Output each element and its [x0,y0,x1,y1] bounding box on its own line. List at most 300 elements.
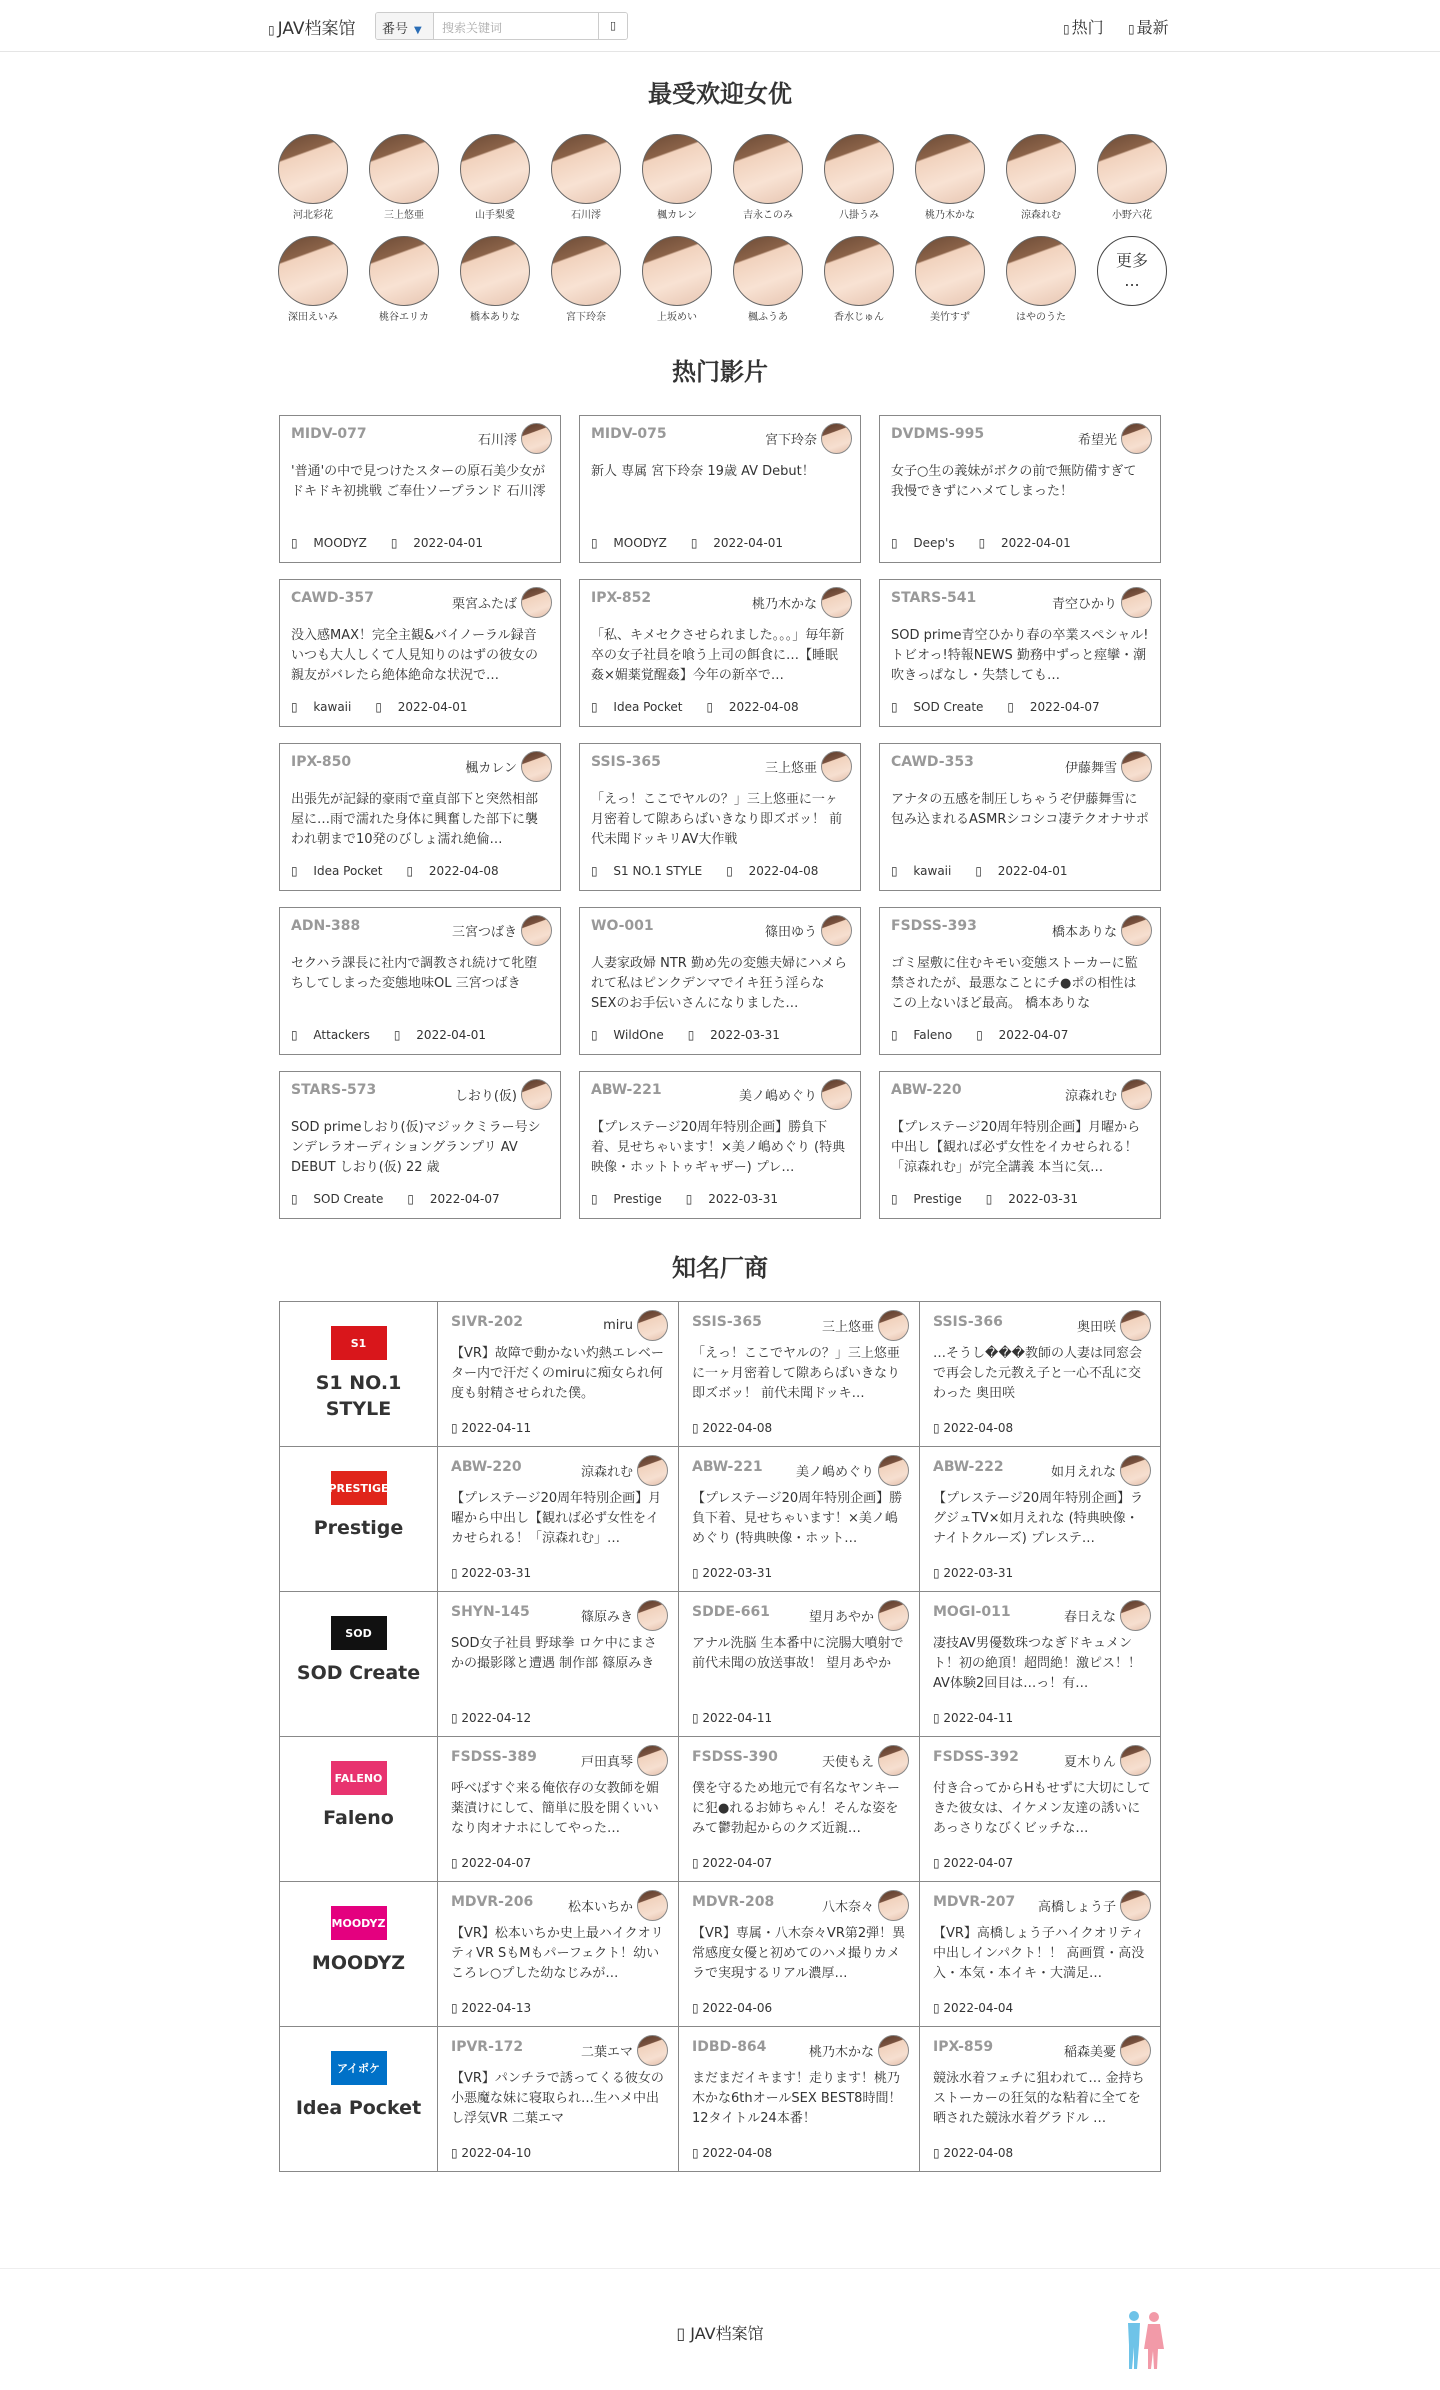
building-icon: ▯ [891,864,902,878]
actress-avatar [1120,1455,1151,1486]
more-stars-button[interactable] [1097,236,1167,306]
movie-code[interactable]: ABW-221 [591,1082,662,1098]
movie-code[interactable]: IPX-852 [591,590,652,606]
date-label [691,536,795,550]
actress-name: 三宮つばき [451,925,517,940]
movie-code[interactable]: MIDV-077 [291,426,367,442]
movie-title[interactable]: 【プレステージ20周年特別企画】月曜から中出し【観れば必ず女性をイカせられる！「涼森れむ」… [451,1491,662,1546]
maker-brand[interactable] [280,1737,438,1882]
date-label [407,1192,511,1206]
movie-meta [692,1421,784,1435]
release-date: 2022-04-07 [998,1028,1069,1042]
avatar [1097,134,1167,204]
movie-card[interactable] [279,415,561,563]
actress-info[interactable] [478,423,552,454]
release-date: 2022-04-11 [702,1711,773,1725]
movie-card[interactable] [879,743,1161,891]
actress-info[interactable] [1064,1600,1151,1631]
movie-code[interactable]: SHYN-145 [451,1604,530,1620]
actress-info[interactable] [1065,751,1152,782]
actress-info[interactable] [1052,915,1152,946]
section-title-stars: 最受欢迎女优 [648,80,792,108]
release-date: 2022-04-01 [997,864,1068,878]
avatar [1006,134,1076,204]
movie-card[interactable] [579,743,861,891]
star-item[interactable] [1003,134,1079,221]
actress-info[interactable] [1052,587,1152,618]
movie-title[interactable]: 【VR】高橋しょう子ハイクオリティ中出しインパクト！！ 高画質・高没入・本気・本イキ・大満足… [933,1926,1145,1981]
movie-code[interactable]: ABW-220 [891,1082,962,1098]
maker-movie-cell[interactable] [920,1447,1161,1592]
top-header [0,0,1440,52]
building-icon: ▯ [891,1028,902,1042]
movie-title[interactable]: 呼べばすぐ来る俺依存の女教師を媚薬漬けにして、簡単に股を開くいいなり肉オナホにしてやった… [451,1781,660,1836]
movie-meta [591,1192,802,1206]
movie-meta [291,864,523,878]
star-item[interactable] [639,236,715,323]
movie-title[interactable]: SOD primeしおり(仮)マジックミラー号シンデレラオーディショングランプリ AV DEBUT しおり(仮) 22 歳 [291,1120,541,1175]
actress-info[interactable] [452,587,552,618]
actress-info[interactable] [1064,2035,1151,2066]
movie-meta [451,2001,543,2015]
couple-silhouette-icon [1120,2309,1170,2371]
movie-card[interactable] [279,907,561,1055]
star-name: 八掛うみ [839,210,879,221]
actress-name: 桃乃木かな [751,597,817,612]
movie-code[interactable]: IPX-859 [933,2039,994,2055]
actress-info[interactable] [822,1310,909,1341]
movie-title[interactable]: SOD prime青空ひかり春の卒業スペシャル!トビオっ!特報NEWS 勤務中ずっと痙攣・潮吹きっぱなし・失禁しても… [891,628,1149,683]
star-name: 楓カレン [657,210,697,221]
studio-label [591,864,714,878]
calendar-icon: ▯ [978,536,990,550]
actress-info[interactable] [765,423,852,454]
star-name: 吉永このみ [743,210,793,221]
date-label [1007,700,1111,714]
star-item[interactable] [366,236,442,323]
movie-code[interactable]: MDVR-206 [451,1894,534,1910]
movie-code[interactable]: MDVR-207 [933,1894,1016,1910]
movie-meta [933,1566,1025,1580]
release-date: 2022-04-08 [943,1421,1014,1435]
movie-title[interactable]: 【プレステージ20周年特別企画】月曜から中出し【観れば必ず女性をイカせられる！「涼森れむ」が完全講義 本当に気… [891,1120,1141,1175]
star-name: 楓ふうあ [748,312,788,323]
building-icon: ▯ [891,700,902,714]
actress-info[interactable] [752,587,852,618]
date-label [707,700,811,714]
movie-title[interactable]: 付き合ってからHもせずに大切にしてきた彼女は、イケメン友達の誘いにあっさりなびくビッチな… [933,1781,1151,1836]
star-item[interactable] [1003,236,1079,323]
maker-movie-cell[interactable] [920,1302,1161,1447]
actress-name: 篠田ゆう [764,925,817,940]
search-bar [375,12,628,40]
calendar-icon: ▯ [390,536,402,550]
actress-info[interactable] [603,1310,668,1341]
maker-movie-cell[interactable] [679,1737,920,1882]
calendar-icon: ▯ [933,1421,944,1435]
movie-card[interactable] [279,743,561,891]
maker-brand[interactable] [280,1447,438,1592]
movie-meta [591,700,823,714]
date-label [979,536,1083,550]
actress-info[interactable] [581,2035,668,2066]
maker-logo: FALENO [331,1761,387,1795]
maker-movie-cell[interactable] [438,1302,679,1447]
movie-meta [692,2001,784,2015]
maker-row [280,1302,1160,1447]
maker-movie-cell[interactable] [679,1302,920,1447]
calendar-icon: ▯ [975,864,986,878]
actress-info[interactable] [581,1600,668,1631]
actress-info[interactable] [452,915,552,946]
actress-name: 美ノ嶋めぐり [795,1465,874,1480]
movie-title[interactable]: …そうし���教師の人妻は同窓会で再会した元教え子と一心不乱に交わった 奥田咲 [933,1346,1142,1401]
maker-name: SOD Create [296,1662,421,1684]
avatar [460,236,530,306]
maker-movie-cell[interactable] [920,1592,1161,1737]
movie-meta [291,1028,510,1042]
movie-title[interactable]: 人妻家政婦 NTR 勤め先の変態夫婦にハメられて私はピンクデンマでイキ狂う淫らなSEXのお手伝いさんになりました… [591,956,847,1011]
building-icon: ▯ [591,700,602,714]
star-name: 深田えいみ [288,312,338,323]
movie-title[interactable]: 【VR】松本いちか史上最ハイクオリティVR SもMもパーフェクト！幼いころレ○プした幼なじみが… [451,1926,664,1981]
movie-title[interactable]: 没入感MAX！完全主観&バイノーラル録音 いつも大人しくて人見知りのはずの彼女の親友がバレたら絶体絶命な状況で… [291,628,539,683]
actress-avatar [1121,423,1152,454]
actress-name: 望月あやか [808,1610,874,1625]
movie-card[interactable] [279,579,561,727]
maker-brand[interactable] [280,1592,438,1737]
actress-info[interactable] [765,915,852,946]
movie-card[interactable] [579,1071,861,1219]
actress-info[interactable] [739,1079,852,1110]
maker-movie-cell[interactable] [438,2027,679,2172]
actress-info[interactable] [765,751,852,782]
calendar-icon: ▯ [451,1421,462,1435]
star-item[interactable] [730,134,806,221]
movie-title[interactable]: 出張先が記録的豪雨で童貞部下と突然相部屋に…雨で濡れた身体に興奮した部下に襲われ朝まで10発のびしょ濡れ絶倫… [291,792,539,847]
star-item[interactable] [275,134,351,221]
movie-code[interactable]: STARS-541 [891,590,977,606]
release-date: 2022-04-01 [413,536,483,550]
studio-label [291,864,395,878]
search-icon: ▯ [609,19,617,32]
maker-logo: アイポケ [331,2051,387,2085]
movie-code[interactable]: SSIS-366 [933,1314,1003,1330]
movie-code[interactable]: MOGI-011 [933,1604,1011,1620]
movie-title[interactable]: アナタの五感を制圧しちゃうぞ伊藤舞雪に包み込まれるASMRシコシコ凄テクオナサポ [891,792,1149,827]
movie-code[interactable]: FSDSS-390 [692,1749,778,1765]
movie-card[interactable] [879,1071,1161,1219]
actress-name: 篠原みき [580,1610,633,1625]
search-button[interactable] [598,13,627,39]
actress-avatar [878,1890,909,1921]
maker-row [280,1447,1160,1592]
movie-code[interactable]: SSIS-365 [591,754,661,770]
movie-meta [933,2146,1025,2160]
actress-info[interactable] [1078,423,1152,454]
actress-name: 涼森れむ [580,1465,633,1480]
actress-info[interactable] [1038,1890,1151,1921]
star-item[interactable] [821,236,897,323]
release-date: 2022-04-08 [428,864,499,878]
studio-name: Faleno [913,1028,953,1042]
maker-logo: S1 [331,1326,387,1360]
movie-code[interactable]: ADN-388 [291,918,361,934]
star-item[interactable] [457,236,533,323]
release-date: 2022-03-31 [708,1192,778,1206]
actress-name: 三上悠亜 [764,761,817,776]
calendar-icon: ▯ [375,700,386,714]
nav-latest[interactable]: ▯ 最新 [1128,18,1169,37]
actress-info[interactable] [822,1890,909,1921]
maker-brand[interactable] [280,1302,438,1447]
actress-info[interactable] [1077,1310,1151,1341]
actress-avatar [637,2035,668,2066]
movie-title[interactable]: アナル洗脳 生本番中に浣腸大噴射で前代未聞の放送事故！ 望月あやか [692,1636,904,1671]
movie-code[interactable]: CAWD-353 [891,754,974,770]
actress-name: 涼森れむ [1064,1089,1117,1104]
actress-avatar [821,423,852,454]
actress-avatar [878,1600,909,1631]
maker-movie-cell[interactable] [679,2027,920,2172]
movie-card[interactable] [879,415,1161,563]
maker-brand[interactable] [280,1882,438,2027]
actress-avatar [878,1745,909,1776]
movie-meta [291,1192,524,1206]
movie-code[interactable]: FSDSS-392 [933,1749,1019,1765]
movie-title[interactable]: 新人 専属 宮下玲奈 19歳 AV Debut！ [591,464,815,479]
maker-movie-cell[interactable] [438,1447,679,1592]
movie-card[interactable] [279,1071,561,1219]
movie-card[interactable] [879,907,1161,1055]
star-item[interactable] [366,134,442,221]
release-date: 2022-04-08 [943,2146,1014,2160]
movie-code[interactable]: DVDMS-995 [891,426,985,442]
section-title-hot: 热门影片 [672,358,768,386]
avatar [369,134,439,204]
movie-title[interactable]: 【プレステージ20周年特別企画】勝負下着、見せちゃいます！×美ノ嶋めぐり (特典映像・ホットトゥギャザー) プレ… [591,1120,846,1175]
actress-avatar [637,1310,668,1341]
maker-movie-cell[interactable] [438,1882,679,2027]
calendar-icon: ▯ [687,1028,699,1042]
movie-meta [891,1192,1102,1206]
maker-name: S1 NO.1 STYLE [315,1372,402,1420]
actress-avatar [821,1079,852,1110]
release-date: 2022-04-12 [461,1711,532,1725]
studio-name: SOD Create [913,700,984,714]
movie-title[interactable]: 「えっ！ここでヤルの？」三上悠亜に一ヶ月密着して隙あらばいきなり即ズボッ！ 前代未聞ドッキ… [692,1346,901,1401]
release-date: 2022-04-08 [748,864,819,878]
movie-code[interactable]: ABW-221 [692,1459,763,1475]
movie-title[interactable]: 【VR】専属・八木奈々VR第2弾！異常感度女優と初めてのハメ撮りカメラで実現するリアル濃厚… [692,1926,906,1981]
maker-name: Idea Pocket [295,2097,422,2119]
makers-table [279,1301,1161,2172]
building-icon: ▯ [591,536,602,550]
movie-code[interactable]: IDBD-864 [692,2039,767,2055]
maker-movie-cell[interactable] [679,1447,920,1592]
maker-brand[interactable] [280,2027,438,2172]
building-icon: ▯ [291,536,302,550]
maker-logo: MOODYZ [331,1906,387,1940]
calendar-icon: ▯ [692,2001,703,2015]
actress-info[interactable] [465,751,552,782]
actress-name: 如月えれな [1050,1465,1116,1480]
movie-title[interactable]: SOD女子社員 野球拳 ロケ中にまさかの撮影隊と遭遇 制作部 篠原みき [451,1636,657,1671]
actress-avatar [1120,1600,1151,1631]
movie-card[interactable] [579,579,861,727]
avatar [824,236,894,306]
star-item[interactable] [548,236,624,323]
date-label [726,864,830,878]
movie-meta [933,1856,1025,1870]
avatar [551,236,621,306]
search-type-select[interactable]: 番号 ▼ [376,13,434,39]
nav-hot[interactable]: ▯ 热门 [1063,18,1104,37]
calendar-icon: ▯ [406,864,417,878]
movie-card[interactable] [579,907,861,1055]
star-item[interactable] [1094,134,1170,221]
calendar-icon: ▯ [933,2146,944,2160]
studio-name: S1 NO.1 STYLE [613,864,703,878]
movie-title[interactable]: 競泳水着フェチに狙われて… 金持ちストーカーの狂気的な粘着に全てを晒された競泳水着グラドル … [933,2071,1145,2126]
movie-title[interactable]: 【プレステージ20周年特別企画】ラグジュTV×如月えれな (特典映像・ナイトクルーズ) プレステ… [933,1491,1144,1546]
movie-title[interactable]: '普通'の中で見つけたスターの原石美少女がドキドキ初挑戦 ご奉仕ソープランド 石川澪 [291,464,546,499]
site-logo[interactable]: ▯ JAV档案馆 [268,19,356,39]
studio-label [891,1192,974,1206]
movie-title[interactable]: セクハラ課長に社内で調教され続けて牝堕ちしてしまった変態地味OL 三宮つばき [291,956,538,991]
avatar [824,134,894,204]
actress-avatar [637,1745,668,1776]
star-item[interactable] [548,134,624,221]
studio-label [291,700,363,714]
actress-info[interactable] [809,1600,909,1631]
actress-info[interactable] [581,1745,668,1776]
actress-info[interactable] [568,1890,668,1921]
star-item[interactable] [912,236,988,323]
actress-info[interactable] [1064,1745,1151,1776]
actress-avatar [821,587,852,618]
maker-movie-cell[interactable] [438,1592,679,1737]
maker-movie-cell[interactable] [679,1592,920,1737]
movie-title[interactable]: 女子○生の義妹がボクの前で無防備すぎて 我慢できずにハメてしまった！ [891,464,1137,499]
release-date: 2022-03-31 [702,1566,773,1580]
calendar-icon: ▯ [985,1192,997,1206]
star-item[interactable] [457,134,533,221]
maker-movie-cell[interactable] [920,2027,1161,2172]
actress-info[interactable] [1051,1455,1151,1486]
movie-code[interactable]: FSDSS-393 [891,918,977,934]
release-date: 2022-03-31 [1008,1192,1078,1206]
movie-title[interactable]: ゴミ屋敷に住むキモい変態ストーカーに監禁されたが、最悪なことにチ●ポの相性はこの上ないほど最高。 橋本ありな [891,956,1138,1011]
movie-code[interactable]: IPX-850 [291,754,352,770]
avatar [551,134,621,204]
calendar-icon: ▯ [706,700,717,714]
actress-info[interactable] [581,1455,668,1486]
movie-title[interactable]: 僕を守るため地元で有名なヤンキーに犯●れるお姉ちゃん！そんな姿をみて鬱勃起からのクズ近親… [692,1781,900,1836]
movie-code[interactable]: ABW-222 [933,1459,1004,1475]
movie-code[interactable]: SIVR-202 [451,1314,523,1330]
movie-title[interactable]: 「私、キメセクさせられました。。。」毎年新卒の女子社員を喰う上司の餌食に…【睡眠姦×媚薬覚醒姦】今年の新卒で… [591,628,845,683]
building-icon: ▯ [291,1028,302,1042]
movie-code[interactable]: SDDE-661 [692,1604,770,1620]
movie-title[interactable]: 凄技AV男優数珠つなぎドキュメント！初の絶頂！超問絶！激ピス！！AV体験2回目は…っ！有… [933,1636,1142,1691]
maker-row [280,1882,1160,2027]
movie-code[interactable]: MIDV-075 [591,426,667,442]
release-date: 2022-04-01 [397,700,468,714]
actress-info[interactable] [822,1745,909,1776]
movie-title[interactable]: 【プレステージ20周年特別企画】勝負下着、見せちゃいます！×美ノ嶋めぐり (特典映像・ホット… [692,1491,903,1546]
star-item[interactable] [639,134,715,221]
star-item[interactable] [912,134,988,221]
actress-name: 夏木りん [1063,1755,1116,1770]
maker-row [280,2027,1160,2172]
movie-meta [891,536,1095,550]
movie-code[interactable]: ABW-220 [451,1459,522,1475]
search-input[interactable]: 搜索关键词 [434,13,598,39]
maker-movie-cell[interactable] [920,1737,1161,1882]
avatar [733,236,803,306]
movie-code[interactable]: MDVR-208 [692,1894,775,1910]
maker-movie-cell[interactable] [920,1882,1161,2027]
actress-avatar [878,1310,909,1341]
maker-name: MOODYZ [311,1952,406,1974]
movie-code[interactable]: STARS-573 [291,1082,377,1098]
movie-meta [692,1711,784,1725]
maker-movie-cell[interactable] [438,1737,679,1882]
avatar [278,134,348,204]
actress-avatar [1121,751,1152,782]
movie-card[interactable] [879,579,1161,727]
movie-code[interactable]: IPVR-172 [451,2039,524,2055]
date-label [975,864,1079,878]
calendar-icon: ▯ [685,1192,697,1206]
movie-meta [451,1856,543,1870]
actress-avatar [521,423,552,454]
actress-info[interactable] [796,1455,909,1486]
actress-info[interactable] [809,2035,909,2066]
movie-title[interactable]: まだまだイキます！走ります！桃乃木かな6thオールSEX BEST8時間！12タイトル24本番！ [692,2071,902,2126]
actress-name: 宮下玲奈 [764,433,817,448]
calendar-icon: ▯ [976,1028,987,1042]
actress-info[interactable] [1065,1079,1152,1110]
actress-avatar [637,1455,668,1486]
movie-meta [933,1421,1025,1435]
movie-title[interactable]: 【VR】パンチラで誘ってくる彼女の小悪魔な妹に寝取られ…生ハメ中出し浮気VR 二葉エマ [451,2071,664,2126]
star-name: 石川澪 [571,210,601,221]
movie-title[interactable]: 「えっ！ここでヤルの？」三上悠亜に一ヶ月密着して隙あらばいきなり即ズボッ！ 前代未聞ドッキリAV大作戦 [591,792,843,847]
actress-avatar [878,2035,909,2066]
release-date: 2022-04-07 [429,1192,500,1206]
star-item[interactable] [275,236,351,323]
movie-card[interactable] [579,415,861,563]
movie-code[interactable]: WO-001 [591,918,654,934]
star-item[interactable] [730,236,806,323]
movie-code[interactable]: CAWD-357 [291,590,374,606]
star-item[interactable] [821,134,897,221]
calendar-icon: ▯ [451,1566,462,1580]
movie-title[interactable]: 【VR】故障で動かない灼熱エレベーター内で汗だくのmiruに痴女られ何度も射精させられた僕。 [451,1346,664,1401]
movie-code[interactable]: SSIS-365 [692,1314,762,1330]
actress-info[interactable] [455,1079,552,1110]
movie-code[interactable]: FSDSS-389 [451,1749,537,1765]
movie-meta [692,1856,784,1870]
actress-name: 奥田咲 [1076,1320,1116,1335]
movie-meta [451,2146,543,2160]
maker-movie-cell[interactable] [679,1882,920,2027]
star-name: 三上悠亜 [384,210,424,221]
actress-name: miru [603,1318,633,1333]
release-date: 2022-04-01 [713,536,783,550]
